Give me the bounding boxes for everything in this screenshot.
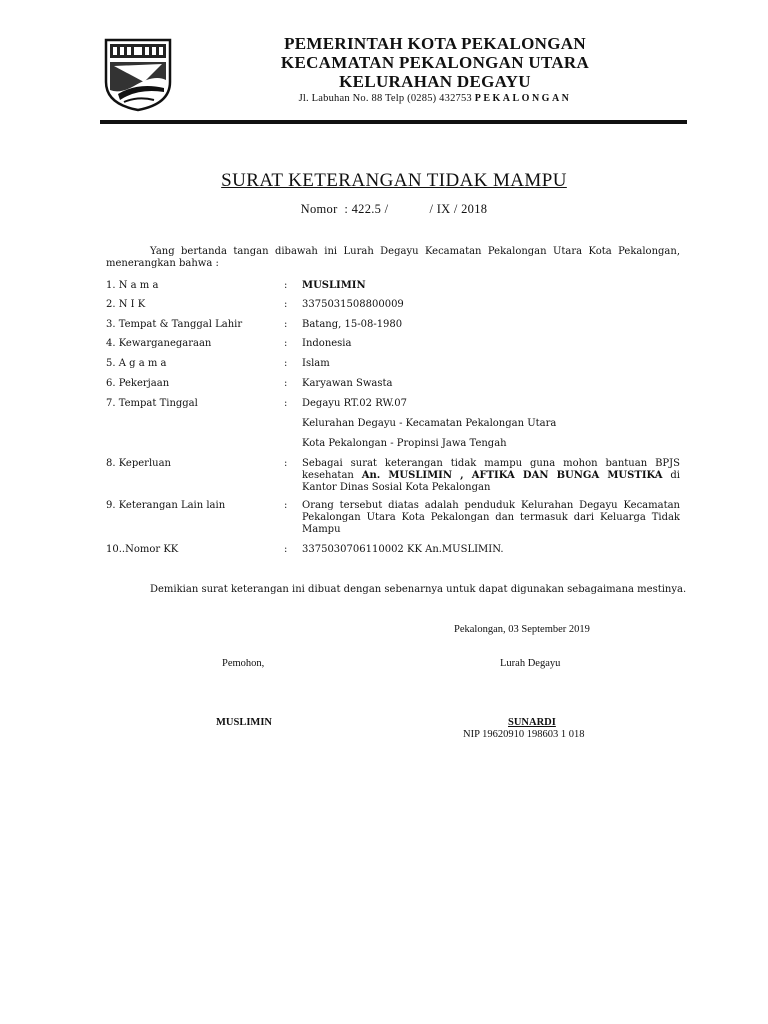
- document-number: Nomor : 422.5 / / IX / 2018: [300, 202, 488, 216]
- official-role: Lurah Degayu: [500, 658, 561, 669]
- field-label: 10..Nomor KK: [106, 544, 179, 555]
- closing-statement: Demikian surat keterangan ini dibuat dengan sebenarnya untuk dapat digunakan sebagaimana mestinya.: [150, 584, 687, 595]
- city-coat-of-arms-icon: [104, 38, 172, 112]
- field-label: 3. Tempat & Tanggal Lahir: [106, 319, 243, 330]
- intro-paragraph: Yang bertanda tangan dibawah ini Lurah Degayu Kecamatan Pekalongan Utara Kota Pekalongan, menerangkan bahwa :: [106, 246, 680, 269]
- field-label: 4. Kewarganegaraan: [106, 338, 212, 349]
- field-value: Kelurahan Degayu - Kecamatan Pekalongan Utara: [302, 418, 557, 429]
- field-colon: :: [284, 338, 288, 349]
- field-colon: :: [284, 358, 288, 369]
- field-value: MUSLIMIN: [302, 280, 366, 291]
- applicant-role: Pemohon,: [222, 658, 265, 669]
- field-label: 8. Keperluan: [106, 458, 171, 469]
- field-label: 9. Keterangan Lain lain: [106, 500, 226, 511]
- letterhead-district: KECAMATAN PEKALONGAN UTARA: [280, 53, 590, 72]
- field-value: Orang tersebut diatas adalah penduduk Kelurahan Degayu Kecamatan Pekalongan Utara Kota Pekalongan dan termasuk dari Keluarga Tidak Mampu: [302, 500, 680, 535]
- field-label: 7. Tempat Tinggal: [106, 398, 198, 409]
- official-nip: NIP 19620910 198603 1 018: [463, 729, 585, 740]
- letterhead-address: Jl. Labuhan No. 88 Telp (0285) 432753: [298, 93, 472, 104]
- letterhead-address-line: [190, 93, 680, 104]
- letterhead-city: PEKALONGAN: [474, 93, 572, 104]
- field-value: Degayu RT.02 RW.07: [302, 398, 407, 409]
- place-date: Pekalongan, 03 September 2019: [454, 624, 590, 635]
- field-label: 6. Pekerjaan: [106, 378, 170, 389]
- letterhead: [190, 34, 680, 104]
- field-value: Karyawan Swasta: [302, 378, 393, 389]
- purpose-text: Sebagai surat keterangan tidak mampu guna mohon bantuan BPJS kesehatan: [302, 458, 680, 481]
- official-name: SUNARDI: [508, 717, 556, 728]
- letterhead-divider: [100, 120, 687, 124]
- field-colon: :: [284, 544, 288, 555]
- field-value: [302, 458, 680, 494]
- applicant-name: MUSLIMIN: [216, 717, 273, 728]
- field-colon: :: [284, 458, 288, 469]
- letterhead-village: KELURAHAN DEGAYU: [339, 72, 531, 91]
- field-value: Indonesia: [302, 338, 352, 349]
- field-value: Islam: [302, 358, 330, 369]
- field-value: Kota Pekalongan - Propinsi Jawa Tengah: [302, 438, 507, 449]
- document-title: SURAT KETERANGAN TIDAK MAMPU: [221, 170, 567, 191]
- field-label: 1. N a m a: [106, 280, 159, 291]
- field-value: 3375031508800009: [302, 299, 404, 310]
- letterhead-government: PEMERINTAH KOTA PEKALONGAN: [284, 34, 586, 53]
- field-value: Batang, 15-08-1980: [302, 319, 403, 330]
- field-colon: :: [284, 398, 288, 409]
- field-label: 5. A g a m a: [106, 358, 167, 369]
- field-value: 3375030706110002 KK An.MUSLIMIN.: [302, 544, 504, 555]
- field-colon: :: [284, 280, 288, 291]
- field-colon: :: [284, 319, 288, 330]
- purpose-names: An. MUSLIMIN , AFTIKA DAN BUNGA MUSTIKA: [361, 470, 663, 481]
- field-colon: :: [284, 299, 288, 310]
- field-label: 2. N I K: [106, 299, 146, 310]
- field-colon: :: [284, 500, 288, 511]
- purpose-destination: di Kantor Dinas Sosial Kota Pekalongan: [302, 470, 680, 493]
- field-colon: :: [284, 378, 288, 389]
